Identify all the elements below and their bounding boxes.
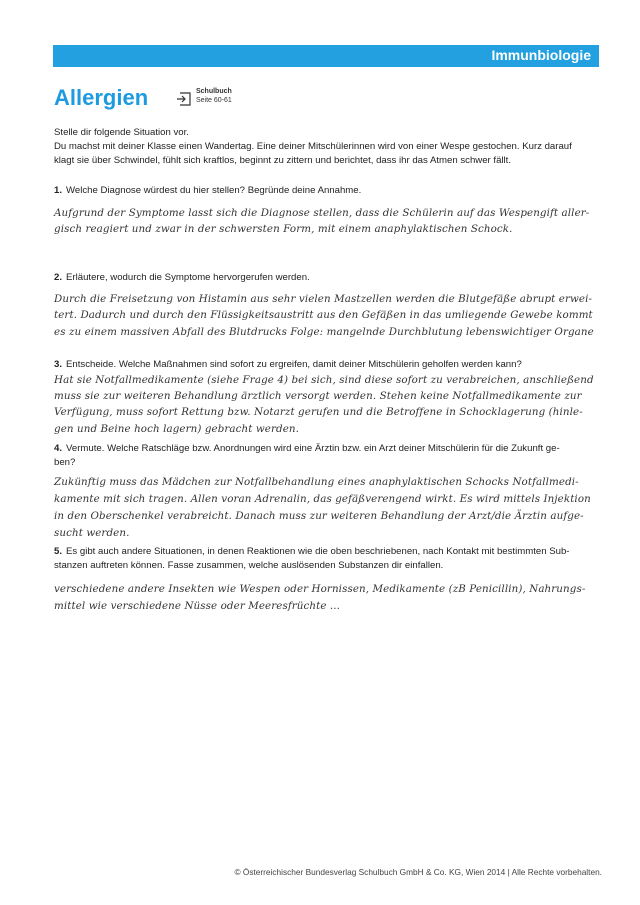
intro-line: Stelle dir folgende Situation vor. — [54, 127, 189, 138]
question-text: Welche Diagnose würdest du hier stellen? Begründe deine Annahme. — [66, 185, 362, 196]
question-text: Erläutere, wodurch die Symptome hervorgerufen werden. — [66, 272, 310, 283]
intro-line: Du machst mit deiner Klasse einen Wandertag. Eine deiner Mitschülerinnen wird von einer Wespe gestochen. Kurz darauf — [54, 141, 572, 152]
question-5 — [54, 545, 602, 559]
question-text: Vermute. Welche Ratschläge bzw. Anordnungen wird eine Ärztin bzw. ein Arzt deiner Mitschülerin für die Zukunft ge- — [66, 443, 560, 454]
answer-line: Hat sie Notfallmedikamente (siehe Frage 4) bei sich, sind diese sofort zu verabreichen, anschließend — [54, 374, 594, 386]
page-title: Allergien — [54, 85, 149, 110]
question-number: 1. — [54, 185, 63, 196]
answer-line: gisch reagiert und zwar in der schwersten Form, mit einem anaphylaktischen Schock. — [54, 223, 513, 235]
book-reference-icon — [176, 92, 192, 106]
answer-line: in den Oberschenkel verabreicht. Danach muss zur weiteren Behandlung der Arzt/die Ärztin aufge- — [54, 510, 584, 522]
answer-line: mittel wie verschiedene Nüsse oder Meeresfrüchte ... — [54, 600, 341, 612]
question-text: Entscheide. Welche Maßnahmen sind sofort zu ergreifen, damit deiner Mitschülerin geholfen werden kann? — [66, 359, 522, 370]
intro-line: klagt sie über Schwindel, fühlt sich kraftlos, beginnt zu zittern und berichtet, dass ihr das Atmen schwer fällt. — [54, 155, 511, 166]
answer-line: Aufgrund der Symptome lasst sich die Diagnose stellen, dass die Schülerin auf das Wespengift aller- — [54, 207, 590, 219]
answer-line: sucht werden. — [54, 527, 130, 539]
question-text: Es gibt auch andere Situationen, in denen Reaktionen wie die oben beschriebenen, nach Kontakt mit bestimmten Sub- — [66, 546, 570, 557]
copyright-footer: © Österreichischer Bundesverlag Schulbuch GmbH & Co. KG, Wien 2014 | Alle Rechte vorbehalten. — [234, 867, 602, 877]
question-1 — [54, 184, 602, 198]
answer-line: gen und Beine hoch lagern) gebracht werden. — [54, 423, 299, 435]
answer-line: muss sie zur weiteren Behandlung ärztlich versorgt werden. Stehen keine Notfallmedikamente zur — [54, 390, 582, 402]
question-2 — [54, 271, 602, 285]
question-number: 4. — [54, 443, 63, 454]
question-number: 5. — [54, 546, 63, 557]
reference-label: Schulbuch — [196, 88, 232, 95]
reference-pages: Seite 60-61 — [196, 97, 232, 104]
question-number: 2. — [54, 272, 63, 283]
question-4 — [54, 442, 602, 456]
question-text-continued: stanzen auftreten können. Fasse zusammen, welche auslösenden Substanzen dir einfallen. — [54, 560, 444, 571]
answer-line: verschiedene andere Insekten wie Wespen oder Hornissen, Medikamente (zB Penicillin), Nahrungs- — [54, 583, 586, 595]
answer-line: es zu einem massiven Abfall des Blutdrucks Folge: mangelnde Durchblutung lebenswichtiger Organe — [54, 326, 594, 338]
question-text-continued: ben? — [54, 457, 76, 468]
answer-line: Verfügung, muss sofort Rettung bzw. Notarzt gerufen und die Betroffene in Schocklagerung (hinle- — [54, 406, 583, 418]
question-number: 3. — [54, 359, 63, 370]
question-3 — [54, 358, 602, 372]
section-banner — [53, 45, 599, 67]
answer-line: Durch die Freisetzung von Histamin aus sehr vielen Mastzellen werden die Blutgefäße abrupt erwei- — [54, 293, 593, 305]
answer-line: kamente mit sich tragen. Allen voran Adrenalin, das gefäßverengend wirkt. Es wird mittels Injektion — [54, 493, 591, 505]
answer-line: Zukünftig muss das Mädchen zur Notfallbehandlung eines anaphylaktischen Schocks Notfallmedi- — [54, 476, 579, 488]
section-title: Immunbiologie — [491, 47, 591, 63]
answer-line: tert. Dadurch und durch den Flüssigkeitsaustritt aus den Gefäßen in das umliegende Gewebe kommt — [54, 309, 593, 321]
